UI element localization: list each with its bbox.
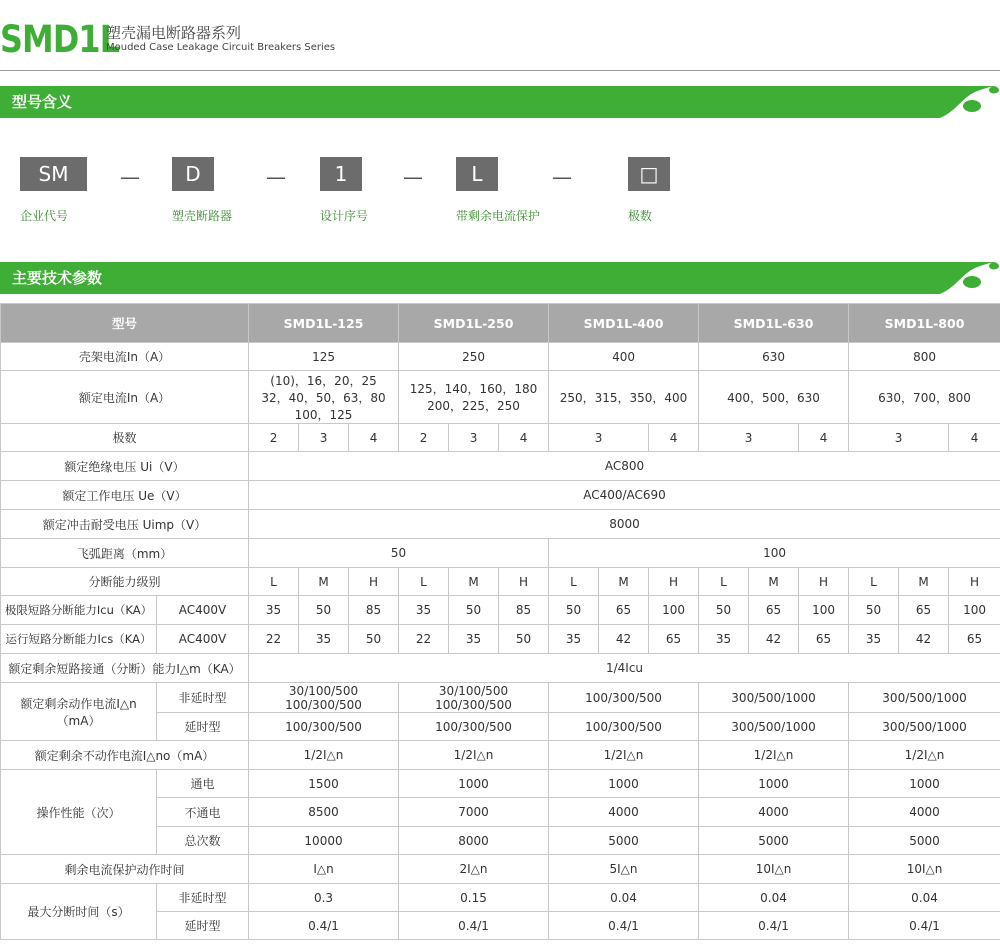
cell: M: [899, 568, 949, 596]
cell: 4000: [699, 798, 849, 827]
row-label: 极数: [1, 424, 249, 452]
cell: 35: [449, 625, 499, 654]
row-sublabel: AC400V: [157, 596, 249, 625]
code-dash: —: [266, 165, 286, 189]
cell: 1500: [249, 770, 399, 798]
cell: 35: [849, 625, 899, 654]
cell: L: [399, 568, 449, 596]
cell: H: [949, 568, 1000, 596]
cell: 3: [299, 424, 349, 452]
table-row: [1, 539, 1000, 568]
cell: 4: [499, 424, 549, 452]
brand-logo: SMD1L: [0, 18, 120, 61]
table-row: [1, 343, 1000, 371]
cell: 100: [949, 596, 1000, 625]
cell: 1/2I△n: [549, 741, 699, 770]
cell: M: [449, 568, 499, 596]
banner-decoration-icon: [930, 262, 1000, 294]
cell: 2: [249, 424, 299, 452]
cell: [249, 683, 399, 713]
cell: 8000: [249, 510, 1000, 539]
row-label: 剩余电流保护动作时间: [1, 855, 249, 884]
row-label: 飞弧距离（mm）: [1, 539, 249, 568]
cell: 50: [349, 625, 399, 654]
cell: H: [649, 568, 699, 596]
cell: 22: [249, 625, 299, 654]
cell: 8000: [399, 827, 549, 855]
table-row: [1, 654, 1000, 683]
cell: 7000: [399, 798, 549, 827]
code-box-sm: SM: [20, 157, 87, 191]
table-row: [1, 683, 1000, 713]
code-dash: —: [120, 165, 140, 189]
row-label: 额定绝缘电压 Ui（V）: [1, 452, 249, 481]
row-label: 额定工作电压 Ue（V）: [1, 481, 249, 510]
cell: 5000: [549, 827, 699, 855]
code-box-1: 1: [320, 157, 362, 191]
code-label-mccb: 塑壳断路器: [172, 209, 233, 223]
code-box-poles: □: [628, 157, 670, 191]
cell-line: 30/100/500: [288, 683, 359, 698]
table-row: [1, 510, 1000, 539]
cell: 2I△n: [399, 855, 549, 884]
row-sublabel: 总次数: [157, 827, 249, 855]
cell: 300/500/1000: [699, 683, 849, 713]
row-label: [1, 683, 157, 741]
cell: 4: [799, 424, 849, 452]
table-row: [1, 568, 1000, 596]
row-sublabel: 不通电: [157, 798, 249, 827]
cell: 250: [399, 343, 549, 371]
cell: 50: [499, 625, 549, 654]
cell: 1000: [849, 770, 1000, 798]
cell: 3: [699, 424, 799, 452]
cell: M: [749, 568, 799, 596]
row-label: 额定剩余不动作电流I△no（mA）: [1, 741, 249, 770]
cell: 100: [549, 539, 1000, 568]
cell: 65: [749, 596, 799, 625]
table-row: [1, 855, 1000, 884]
cell: 100: [799, 596, 849, 625]
row-label: 极限短路分断能力Icu（KA）: [1, 596, 157, 625]
cell: 0.04: [699, 884, 849, 912]
cell: 4: [349, 424, 399, 452]
cell: 4000: [849, 798, 1000, 827]
cell: 800: [849, 343, 1000, 371]
cell: 3: [849, 424, 949, 452]
table-row: [1, 424, 1000, 452]
cell: H: [349, 568, 399, 596]
cell: 1000: [549, 770, 699, 798]
row-label: 运行短路分断能力Ics（KA）: [1, 625, 157, 654]
cell: 2: [399, 424, 449, 452]
code-dash: —: [552, 165, 572, 189]
cell: AC800: [249, 452, 1000, 481]
cell: 65: [649, 625, 699, 654]
cell: 35: [249, 596, 299, 625]
cell: I△n: [249, 855, 399, 884]
table-row: [1, 741, 1000, 770]
cell: 0.04: [549, 884, 699, 912]
cell: 85: [499, 596, 549, 625]
cell: 4000: [549, 798, 699, 827]
row-sublabel: 延时型: [157, 713, 249, 741]
table-row: [1, 481, 1000, 510]
row-sublabel: 延时型: [157, 912, 249, 940]
code-label-leakage: 带剩余电流保护: [456, 209, 541, 223]
row-sublabel: 通电: [157, 770, 249, 798]
cell: [399, 371, 549, 424]
cell-line: 100，125: [294, 407, 353, 422]
cell-line: 30/100/500: [438, 683, 509, 698]
cell: 65: [949, 625, 1000, 654]
cell: 300/500/1000: [699, 713, 849, 741]
code-box-l: L: [456, 157, 498, 191]
cell: 0.15: [399, 884, 549, 912]
cell: [399, 683, 549, 713]
cell: 50: [699, 596, 749, 625]
cell-line: 32，40，50，63，80: [261, 390, 386, 405]
cell: 35: [299, 625, 349, 654]
cell: 5000: [699, 827, 849, 855]
cell: M: [599, 568, 649, 596]
cell: 1/2I△n: [249, 741, 399, 770]
cell: 100: [649, 596, 699, 625]
cell: 35: [399, 596, 449, 625]
cell: 22: [399, 625, 449, 654]
series-title-en: Mouded Case Leakage Circuit Breakers Series: [106, 42, 336, 53]
cell: 35: [699, 625, 749, 654]
header-400: SMD1L-400: [549, 304, 699, 343]
table-row: [1, 371, 1000, 424]
cell: 35: [549, 625, 599, 654]
row-label-line: 额定剩余动作电流I△n: [20, 696, 137, 711]
row-sublabel: 非延时型: [157, 884, 249, 912]
cell: L: [549, 568, 599, 596]
cell: H: [499, 568, 549, 596]
cell: 100/300/500: [399, 713, 549, 741]
cell: 630，700，800: [849, 371, 1000, 424]
cell: 0.04: [849, 884, 1000, 912]
header-divider: [0, 70, 1000, 71]
cell: 125: [249, 343, 399, 371]
cell: 65: [899, 596, 949, 625]
table-row: [1, 884, 1000, 912]
row-sublabel: AC400V: [157, 625, 249, 654]
code-label-poles: 极数: [628, 209, 653, 223]
cell-line: 125，140，160，180: [409, 382, 538, 396]
cell: 10000: [249, 827, 399, 855]
series-title-cn: 塑壳漏电断路器系列: [106, 24, 242, 42]
code-label-enterprise: 企业代号: [20, 209, 69, 223]
table-header-row: [1, 304, 1000, 343]
cell-line: 100/300/500: [435, 697, 512, 712]
cell-line: (10)，16，20，25: [270, 373, 377, 388]
cell: 85: [349, 596, 399, 625]
cell: 10I△n: [699, 855, 849, 884]
cell: L: [849, 568, 899, 596]
cell: 5000: [849, 827, 1000, 855]
cell: L: [699, 568, 749, 596]
row-label: 额定电流In（A）: [1, 371, 249, 424]
cell: 1/2I△n: [849, 741, 1000, 770]
cell: 1/4Icu: [249, 654, 1000, 683]
row-label: 额定冲击耐受电压 Uimp（V）: [1, 510, 249, 539]
cell: 50: [849, 596, 899, 625]
cell: 50: [449, 596, 499, 625]
cell-line: 200，225，250: [427, 399, 520, 413]
table-row: [1, 596, 1000, 625]
table-row: [1, 770, 1000, 798]
table-row: [1, 452, 1000, 481]
cell: 10I△n: [849, 855, 1000, 884]
code-box-d: D: [172, 157, 214, 191]
cell: 0.4/1: [399, 912, 549, 940]
cell: 0.3: [249, 884, 399, 912]
cell: AC400/AC690: [249, 481, 1000, 510]
cell: 100/300/500: [549, 713, 699, 741]
code-dash: —: [403, 165, 423, 189]
cell: 100/300/500: [249, 713, 399, 741]
cell: 50: [549, 596, 599, 625]
cell: 42: [599, 625, 649, 654]
header-250: SMD1L-250: [399, 304, 549, 343]
spec-table: [0, 303, 1000, 940]
cell-line: 100/300/500: [285, 697, 362, 712]
cell: 0.4/1: [249, 912, 399, 940]
cell: L: [249, 568, 299, 596]
table-row: [1, 625, 1000, 654]
row-label: 操作性能（次）: [1, 770, 157, 855]
cell: 400: [549, 343, 699, 371]
cell: 5I△n: [549, 855, 699, 884]
cell: 3: [549, 424, 649, 452]
header-800: SMD1L-800: [849, 304, 1000, 343]
section-banner-params: [0, 262, 1000, 294]
cell: 4: [649, 424, 699, 452]
row-label: 分断能力级别: [1, 568, 249, 596]
cell: 1/2I△n: [399, 741, 549, 770]
cell: 300/500/1000: [849, 713, 1000, 741]
section-banner-model: [0, 86, 1000, 118]
cell: [249, 371, 399, 424]
row-label: 壳架电流In（A）: [1, 343, 249, 371]
cell: 630: [699, 343, 849, 371]
header-model: 型号: [1, 304, 249, 343]
cell: 50: [249, 539, 549, 568]
cell: 0.4/1: [849, 912, 1000, 940]
cell: 1000: [699, 770, 849, 798]
row-label-line: （mA）: [56, 713, 101, 728]
banner-decoration-icon: [930, 86, 1000, 118]
cell: 3: [449, 424, 499, 452]
cell: 300/500/1000: [849, 683, 1000, 713]
cell: 42: [749, 625, 799, 654]
cell: 0.4/1: [549, 912, 699, 940]
cell: 250，315，350，400: [549, 371, 699, 424]
header-125: SMD1L-125: [249, 304, 399, 343]
cell: 42: [899, 625, 949, 654]
header-630: SMD1L-630: [699, 304, 849, 343]
cell: 65: [799, 625, 849, 654]
row-label: 额定剩余短路接通（分断）能力I△m（KA）: [1, 654, 249, 683]
cell: 65: [599, 596, 649, 625]
cell: 0.4/1: [699, 912, 849, 940]
cell: H: [799, 568, 849, 596]
row-sublabel: 非延时型: [157, 683, 249, 713]
code-label-design: 设计序号: [320, 209, 369, 223]
cell: 1/2I△n: [699, 741, 849, 770]
section-title-model: 型号含义: [12, 93, 73, 111]
cell: 50: [299, 596, 349, 625]
cell: 4: [949, 424, 1000, 452]
cell: 8500: [249, 798, 399, 827]
cell: M: [299, 568, 349, 596]
row-label: 最大分断时间（s）: [1, 884, 157, 940]
cell: 1000: [399, 770, 549, 798]
cell: 400，500，630: [699, 371, 849, 424]
cell: 100/300/500: [549, 683, 699, 713]
section-title-params: 主要技术参数: [12, 269, 103, 287]
